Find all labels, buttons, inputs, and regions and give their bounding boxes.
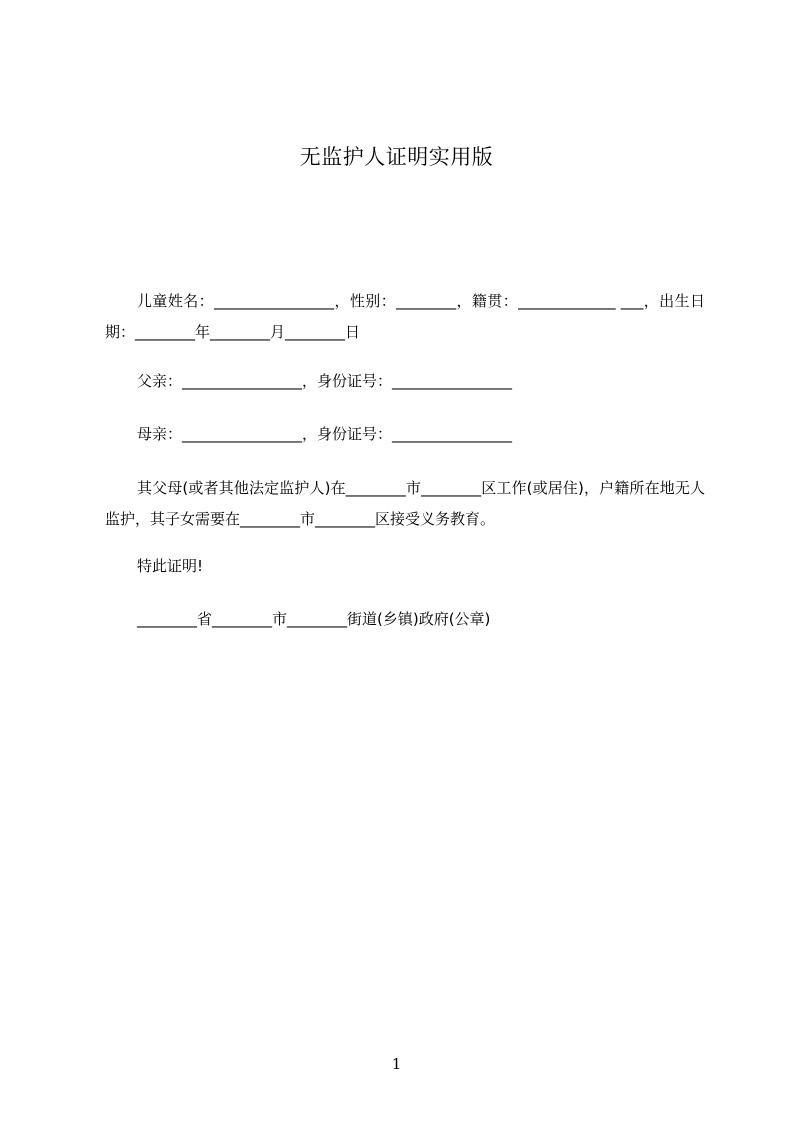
page-number: 1 [391, 1055, 402, 1073]
paragraph-seal-line: ________省________市________街道(乡镇)政府(公章) [137, 610, 491, 628]
paragraph-mother-info: 母亲：________________，身份证号：________________ [137, 425, 513, 443]
paragraph-father-info: 父亲：________________，身份证号：________________ [137, 372, 513, 390]
document-title: 无监护人证明实用版 [299, 145, 494, 169]
paragraph-child-info: 儿童姓名：________________，性别：________，籍贯：_____________ ___，出生日期：________年________月________日 [105, 292, 705, 341]
paragraph-statement: 其父母(或者其他法定监护人)在________市________区工作(或居住)，户籍所在地无人监护，其子女需要在________市________区接受义务教育。 [105, 479, 705, 528]
paragraph-certification: 特此证明! [137, 557, 204, 575]
